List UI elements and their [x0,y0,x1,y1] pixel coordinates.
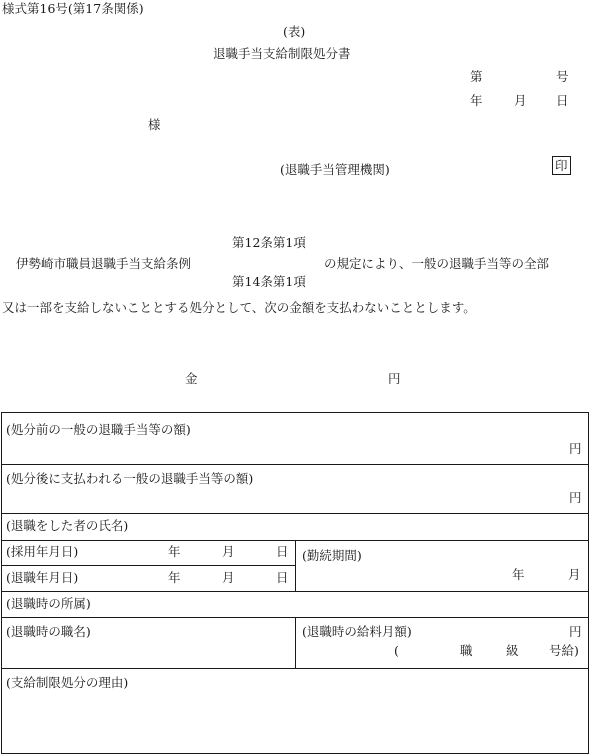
clause-12: 第12条第1項 [232,235,306,250]
recipient-honorific: 様 [148,117,161,132]
seal-mark [552,160,571,173]
retire-date-day: 日 [276,570,289,585]
clause-14: 第14条第1項 [232,274,306,289]
grade-class: 級 [506,643,519,658]
number-suffix: 号 [556,69,569,84]
restriction-reason-label: (支給制限処分の理由) [6,675,129,690]
hire-date-month: 月 [222,544,235,559]
grade-step: 号給) [549,643,579,658]
hire-date-day: 日 [276,544,289,559]
hire-date-year: 年 [168,544,181,559]
service-period-label: (勤続期間) [302,548,362,563]
column-divider [295,540,296,591]
date-day: 日 [556,93,569,108]
row-divider [1,591,589,592]
date-year: 年 [470,93,483,108]
authority-label: (退職手当管理機関) [280,162,390,177]
service-month: 月 [568,567,581,582]
row-divider [1,668,589,669]
number-prefix: 第 [470,69,483,84]
retire-date-year: 年 [168,570,181,585]
provision-text-continued: 又は一部を支給しないこととする処分として、次の金額を支払わないこととします。 [2,300,476,315]
row-divider [1,565,295,566]
grade-job: 職 [460,643,473,658]
column-divider [295,617,296,668]
seal-text: 印 [552,156,571,175]
date-month: 月 [514,93,527,108]
pre-amount-unit: 円 [569,441,582,456]
ordinance-name: 伊勢崎市職員退職手当支給条例 [16,256,192,271]
service-year: 年 [512,567,525,582]
row-divider [1,464,589,465]
salary-label: (退職時の給料月額) [302,624,412,639]
retire-date-month: 月 [222,570,235,585]
salary-unit: 円 [569,624,582,639]
retiree-name-label: (退職をした者の氏名) [6,518,129,533]
row-divider [1,513,589,514]
post-amount-unit: 円 [569,490,582,505]
pre-amount-label: (処分前の一般の退職手当等の額) [6,422,191,437]
retire-date-label: (退職年月日) [6,570,79,585]
hire-date-label: (採用年月日) [6,544,79,559]
front-side-label: (表) [283,24,306,39]
amount-label: 金 [185,371,198,386]
post-amount-label: (処分後に支払われる一般の退職手当等の額) [6,471,254,486]
form-number: 様式第16号(第17条関係) [2,1,144,16]
amount-unit: 円 [388,371,401,386]
position-label: (退職時の職名) [6,624,91,639]
provision-text: の規定により、一般の退職手当等の全部 [324,256,550,271]
department-label: (退職時の所属) [6,596,91,611]
document-title: 退職手当支給制限処分書 [213,46,351,61]
grade-open: ( [394,643,399,658]
